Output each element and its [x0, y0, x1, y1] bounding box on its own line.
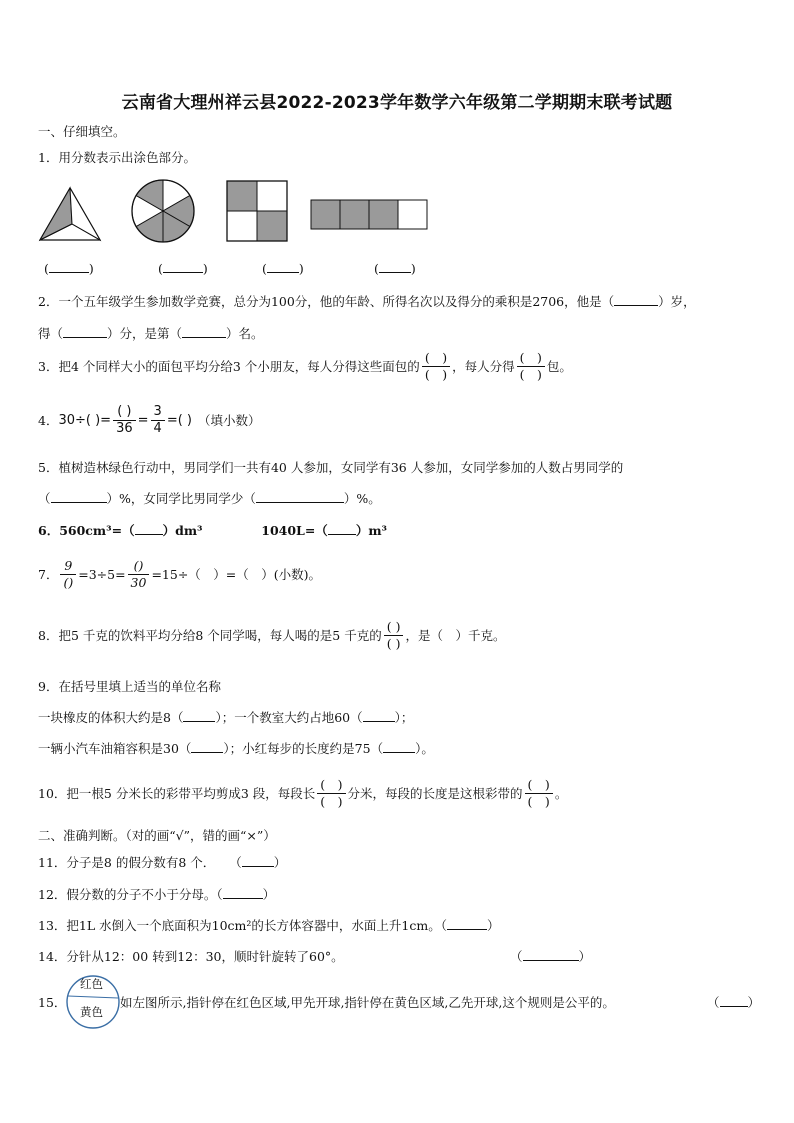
question-12: 12．假分数的分子不小于分母。（ ） [38, 887, 276, 902]
unit-blank[interactable] [183, 709, 215, 722]
question-3: 3．把4 个同样大小的面包平均分给3 个小朋友，每人分得这些面包的 $\frac{( )}{( )}$ ，每人分得 $\frac{( )}{( )}$ 包。 [38, 349, 572, 382]
score-blank[interactable] [63, 325, 107, 338]
answer-blank-1d[interactable]: ( ) [374, 261, 416, 276]
question-9: 9．在括号里填上适当的单位名称 [38, 679, 221, 694]
rank-blank[interactable] [182, 325, 226, 338]
unit-blank[interactable] [191, 740, 223, 753]
question-14: 14．分针从12：00 转到12：30，顺时针旋转了60°。 [38, 949, 344, 964]
answer-blank-1c[interactable]: ( ) [262, 261, 304, 276]
question-5-line-1: 5．植树造林绿色行动中，男同学们一共有40 人参加，女同学有36 人参加，女同学参加的人数占男同学的 [38, 460, 624, 475]
yellow-region-label: 黄色 [80, 1005, 103, 1019]
fraction-blank[interactable]: $\frac{( )}{( )}$ [517, 350, 545, 383]
fraction-nine[interactable]: $\frac{9}{()}$ [60, 558, 76, 591]
judge-blank[interactable] [447, 917, 487, 930]
question-15: 如左图所示,指针停在红色区域,甲先开球,指针停在黄色区域,乙先开球,这个规则是公平的。 [120, 995, 615, 1010]
square-figure [226, 180, 288, 242]
question-13: 13．把1L 水倒入一个底面积为10cm²的长方体容器中，水面上升1cm。（ ） [38, 918, 500, 933]
question-4: 4． 30÷ ( ) = $\frac{( )}{36}$ = $\frac{3}{4}$ = ( ) （填小数） [38, 403, 261, 436]
question-5-line-2: （ ）%，女同学比男同学少（ ）%。 [38, 491, 381, 506]
fraction-blank[interactable]: $\frac{( )}{( )}$ [317, 777, 345, 810]
judge-blank[interactable] [223, 886, 263, 899]
strip-figure [310, 199, 428, 230]
dm3-blank[interactable] [135, 522, 163, 535]
m3-blank[interactable] [328, 522, 356, 535]
fraction-blank[interactable]: $\frac{( )}{( )}$ [422, 350, 450, 383]
question-14-answer[interactable]: （ ） [510, 949, 592, 964]
question-11: 11．分子是8 的假分数有8 个． （ ） [38, 855, 287, 870]
age-blank[interactable] [614, 293, 658, 306]
question-8: 8．把5 千克的饮料平均分给8 个同学喝，每人喝的是5 千克的 $\frac{( )}{( )}$ ，是（ ）千克。 [38, 618, 506, 651]
percent-less-blank[interactable] [256, 490, 344, 503]
question-6: 6．560cm³=（ ）dm³ 1040L=（ ）m³ [38, 523, 388, 538]
percent-blank[interactable] [51, 490, 107, 503]
section-heading-2: 二、准确判断。（对的画“√”，错的画“×”） [38, 828, 276, 843]
page-title: 云南省大理州祥云县2022-2023学年数学六年级第二学期期末联考试题 [121, 93, 673, 113]
question-15-answer[interactable]: （ ） [707, 995, 761, 1010]
question-2-line-1: 2．一个五年级学生参加数学竞赛，总分为100分，他的年龄、所得名次以及得分的乘积是2706，他是（ ）岁， [38, 294, 696, 309]
question-9-line-1: 一块橡皮的体积大约是8（ ）；一个教室大约占地60（ ）； [38, 710, 414, 725]
unit-blank[interactable] [383, 740, 415, 753]
fraction-three-quarters: $\frac{3}{4}$ [151, 404, 165, 437]
section-heading-1: 一、仔细填空。 [38, 124, 126, 139]
judge-blank[interactable] [242, 854, 274, 867]
question-9-line-2: 一辆小汽车油箱容积是30（ ）；小红每步的长度约是75（ ）。 [38, 741, 434, 756]
red-region-label: 红色 [80, 977, 103, 991]
triangle-figure [38, 186, 102, 242]
circle-figure [130, 178, 196, 244]
question-2-line-2: 得（ ）分，是第（ ）名。 [38, 326, 264, 341]
question-7: 7． $\frac{9}{()}$ =3÷5= $\frac{()}{30}$ =15÷（ ）=（ ）(小数)。 [38, 557, 322, 590]
fraction-over-thirty[interactable]: $\frac{()}{30}$ [128, 558, 150, 591]
question-1: 1．用分数表示出涂色部分。 [38, 150, 196, 165]
fraction-blank[interactable]: $\frac{( )}{( )}$ [384, 619, 404, 652]
question-15-number: 15． [38, 995, 67, 1010]
fraction-blank[interactable]: $\frac{( )}{36}$ [113, 404, 136, 437]
unit-blank[interactable] [363, 709, 395, 722]
answer-blank-1a[interactable]: ( ) [44, 261, 94, 276]
answer-blank-1b[interactable]: ( ) [158, 261, 208, 276]
fraction-blank[interactable]: $\frac{( )}{( )}$ [525, 777, 553, 810]
question-10: 10．把一根5 分米长的彩带平均剪成3 段，每段长 $\frac{( )}{( )}$ 分米，每段的长度是这根彩带的 $\frac{( )}{( )}$ 。 [38, 776, 568, 809]
